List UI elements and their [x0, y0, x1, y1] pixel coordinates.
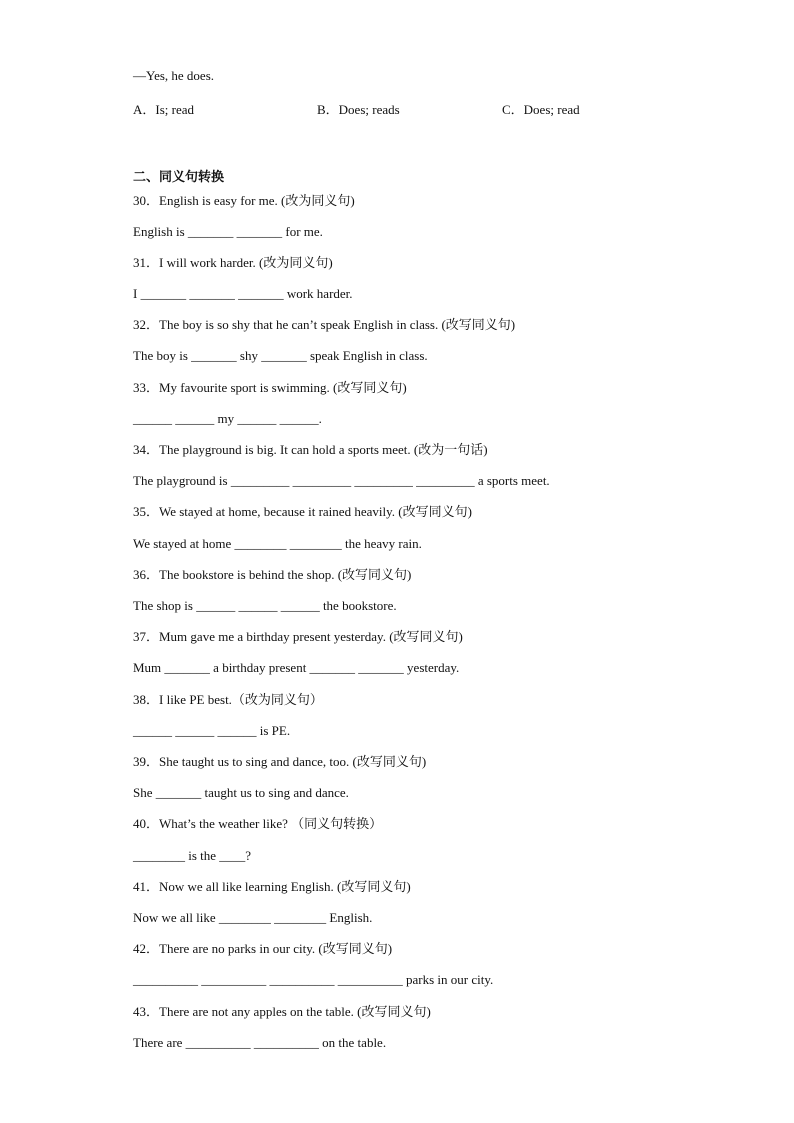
answer-34: The playground is _________ _________ _________ _________ a sports meet. — [133, 473, 550, 488]
answer-33: ______ ______ my ______ ______. — [133, 411, 322, 426]
question-34: 34．The playground is big. It can hold a sports meet. (改为一句话) — [133, 442, 488, 457]
question-32: 32．The boy is so shy that he can’t speak English in class. (改写同义句) — [133, 317, 516, 332]
answer-30: English is _______ _______ for me. — [133, 224, 323, 239]
choice-a: A．Is; read — [133, 102, 195, 117]
question-31: 31．I will work harder. (改为同义句) — [133, 255, 333, 270]
question-42: 42．There are no parks in our city. (改写同义句) — [133, 941, 393, 956]
answer-41: Now we all like ________ ________ English. — [133, 910, 373, 925]
question-30: 30．English is easy for me. (改为同义句) — [133, 193, 355, 208]
section-title: 二、同义句转换 — [133, 170, 225, 185]
question-38: 38．I like PE best.（改为同义句） — [133, 692, 323, 707]
question-40: 40．What’s the weather like? （同义句转换） — [133, 816, 383, 831]
question-43: 43．There are not any apples on the table. (改写同义句) — [133, 1004, 431, 1019]
answer-43: There are __________ __________ on the table. — [133, 1035, 387, 1050]
answer-35: We stayed at home ________ ________ the heavy rain. — [133, 536, 422, 551]
answer-choices — [133, 99, 653, 117]
answer-42: __________ __________ __________ __________ parks in our city. — [133, 972, 494, 987]
question-41: 41．Now we all like learning English. (改写同义句) — [133, 879, 411, 894]
question-36: 36．The bookstore is behind the shop. (改写同义句) — [133, 567, 412, 582]
answer-36: The shop is ______ ______ ______ the bookstore. — [133, 598, 397, 613]
question-39: 39．She taught us to sing and dance, too. (改写同义句) — [133, 754, 427, 769]
choice-b: B．Does; reads — [317, 102, 400, 117]
question-33: 33．My favourite sport is swimming. (改写同义句) — [133, 380, 407, 395]
answer-39: She _______ taught us to sing and dance. — [133, 785, 349, 800]
question-37: 37．Mum gave me a birthday present yesterday. (改写同义句) — [133, 629, 463, 644]
answer-31: I _______ _______ _______ work harder. — [133, 286, 353, 301]
answer-37: Mum _______ a birthday present _______ _______ yesterday. — [133, 660, 460, 675]
question-35: 35．We stayed at home, because it rained heavily. (改写同义句) — [133, 504, 472, 519]
choice-c: C．Does; read — [502, 102, 580, 117]
answer-32: The boy is _______ shy _______ speak English in class. — [133, 348, 428, 363]
answer-38: ______ ______ ______ is PE. — [133, 723, 291, 738]
answer-40: ________ is the ____? — [133, 848, 252, 863]
previous-answer: —Yes, he does. — [133, 68, 215, 83]
